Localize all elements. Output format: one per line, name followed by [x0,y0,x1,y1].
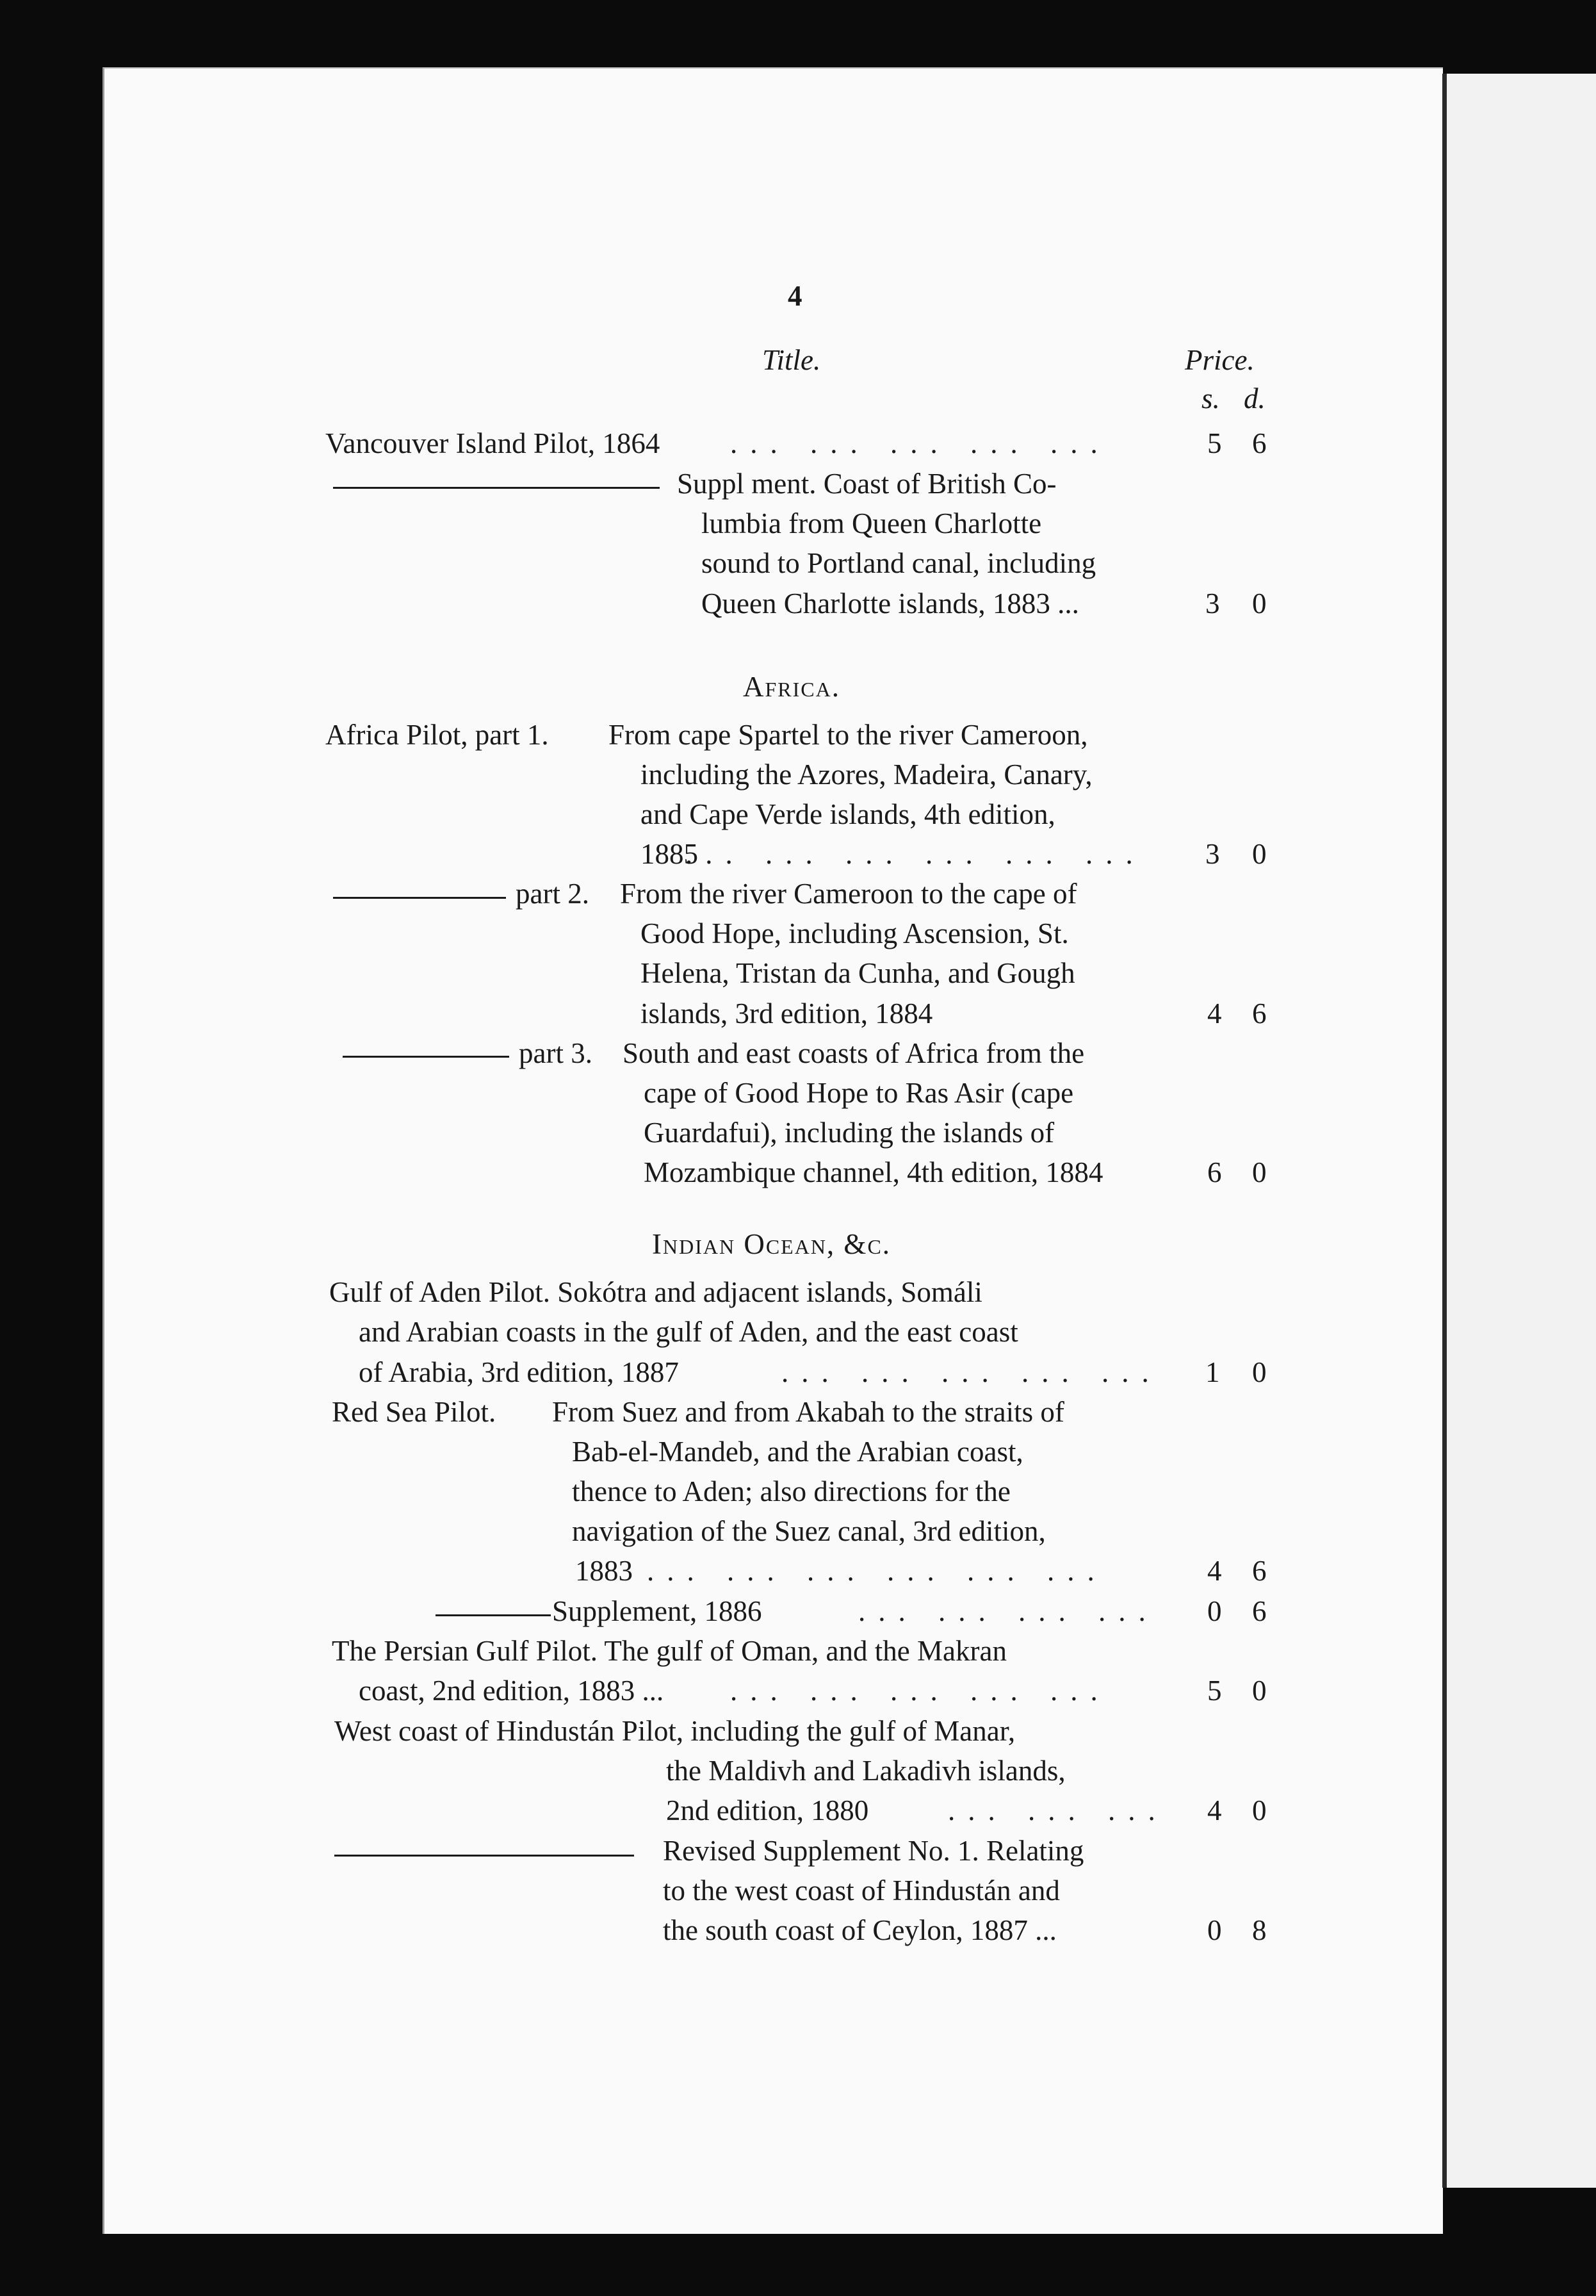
entry-line: including the Azores, Madeira, Canary, [640,758,1093,791]
section-heading-indian-ocean: Indian Ocean, &c. [652,1228,892,1260]
entry-line: Guardafui), including the islands of [644,1117,1055,1149]
facing-page-edge [1442,74,1596,2188]
price-shillings: 5 [1207,427,1222,459]
leader-dots: ... ... ... [948,1794,1168,1826]
entry-title: Supplement, 1886 [552,1595,762,1627]
entry-line: South and east coasts of Africa from the [623,1037,1085,1069]
entry-line: to the west coast of Hindustán and [663,1874,1060,1906]
entry-line: sound to Portland canal, including [701,547,1096,579]
entry-line: Suppl ment. Coast of British Co- [677,468,1057,500]
price-column-header: Price. [1185,344,1255,376]
entry-line: and Cape Verde islands, 4th edition, [640,798,1055,830]
entry-line: thence to Aden; also directions for the [572,1475,1011,1507]
price-pence: 6 [1252,1555,1267,1587]
entry-line: Bab-el-Mandeb, and the Arabian coast, [572,1436,1023,1468]
entry-line: cape of Good Hope to Ras Asir (cape [644,1077,1074,1109]
entry-lead: Africa Pilot, part 1. [325,719,549,751]
entry-lead: Red Sea Pilot. [332,1396,496,1428]
entry-line: coast, 2nd edition, 1883 ... [359,1675,664,1707]
leader-dots: ... ... ... ... ... [781,1356,1162,1388]
entry-line: 1885 [640,838,698,870]
leader-dots: ... ... ... ... [858,1595,1159,1627]
entry-line: The Persian Gulf Pilot. The gulf of Oman, and the Makran [332,1635,1007,1667]
entry-line: 2nd edition, 1880 [666,1794,869,1826]
title-column-header: Title. [762,344,821,376]
price-pence: 0 [1252,587,1267,619]
entry-line: Revised Supplement No. 1. Relating [663,1835,1084,1867]
pence-header: d. [1244,382,1266,414]
price-pence: 0 [1252,1794,1267,1826]
entry-line: From Suez and from Akabah to the straits of [552,1396,1064,1428]
leader-dots: ... ... ... ... ... ... [685,838,1146,870]
entry-line: Gulf of Aden Pilot. Sokótra and adjacent islands, Somáli [329,1276,982,1308]
entry-line: islands, 3rd edition, 1884 [640,997,933,1029]
price-shillings: 0 [1207,1595,1222,1627]
entry-line: Good Hope, including Ascension, St. [640,917,1069,949]
entry-line: 1883 [575,1555,633,1587]
price-pence: 6 [1252,1595,1267,1627]
ditto-rule [343,1056,509,1058]
leader-dots: ... ... ... ... ... [730,1675,1111,1707]
price-pence: 0 [1252,1356,1267,1388]
page [102,67,1443,2234]
price-shillings: 6 [1207,1156,1222,1188]
price-pence: 0 [1252,1675,1267,1707]
price-shillings: 4 [1207,997,1222,1029]
entry-line: Helena, Tristan da Cunha, and Gough [640,957,1075,989]
entry-line: Mozambique channel, 4th edition, 1884 [644,1156,1103,1188]
leader-dots: ... ... ... ... ... ... [647,1555,1107,1587]
entry-line: Queen Charlotte islands, 1883 ... [701,587,1079,619]
price-shillings: 0 [1207,1914,1222,1946]
ditto-rule [334,1855,634,1857]
ditto-rule [333,487,660,489]
entry-line: of Arabia, 3rd edition, 1887 [359,1356,679,1388]
price-pence: 6 [1252,997,1267,1029]
price-shillings: 3 [1205,838,1220,870]
price-shillings: 3 [1205,587,1220,619]
price-shillings: 5 [1207,1675,1222,1707]
price-shillings: 4 [1207,1555,1222,1587]
entry-line: From the river Cameroon to the cape of [620,878,1077,910]
section-heading-africa: Africa. [743,671,840,703]
ditto-rule [436,1614,551,1616]
entry-lead: part 2. [516,878,589,910]
entry-line: and Arabian coasts in the gulf of Aden, and the east coast [359,1316,1018,1348]
entry-lead: part 3. [519,1037,592,1069]
entry-vancouver-title: Vancouver Island Pilot, 1864 [325,427,660,459]
shillings-header: s. [1201,382,1220,414]
price-shillings: 1 [1205,1356,1220,1388]
entry-line: navigation of the Suez canal, 3rd edition, [572,1515,1046,1547]
page-number: 4 [788,280,802,312]
price-pence: 8 [1252,1914,1267,1946]
price-shillings: 4 [1207,1794,1222,1826]
leader-dots: ... ... ... ... ... [730,427,1111,459]
price-pence: 0 [1252,1156,1267,1188]
price-pence: 0 [1252,838,1267,870]
price-pence: 6 [1252,427,1267,459]
entry-line: lumbia from Queen Charlotte [701,507,1042,539]
entry-lead: West coast of Hindustán Pilot, including the gulf of Manar, [334,1715,1016,1747]
entry-line: the Maldivh and Lakadivh islands, [666,1755,1066,1787]
entry-line: the south coast of Ceylon, 1887 ... [663,1914,1057,1946]
ditto-rule [333,897,506,899]
entry-line: From cape Spartel to the river Cameroon, [608,719,1088,751]
